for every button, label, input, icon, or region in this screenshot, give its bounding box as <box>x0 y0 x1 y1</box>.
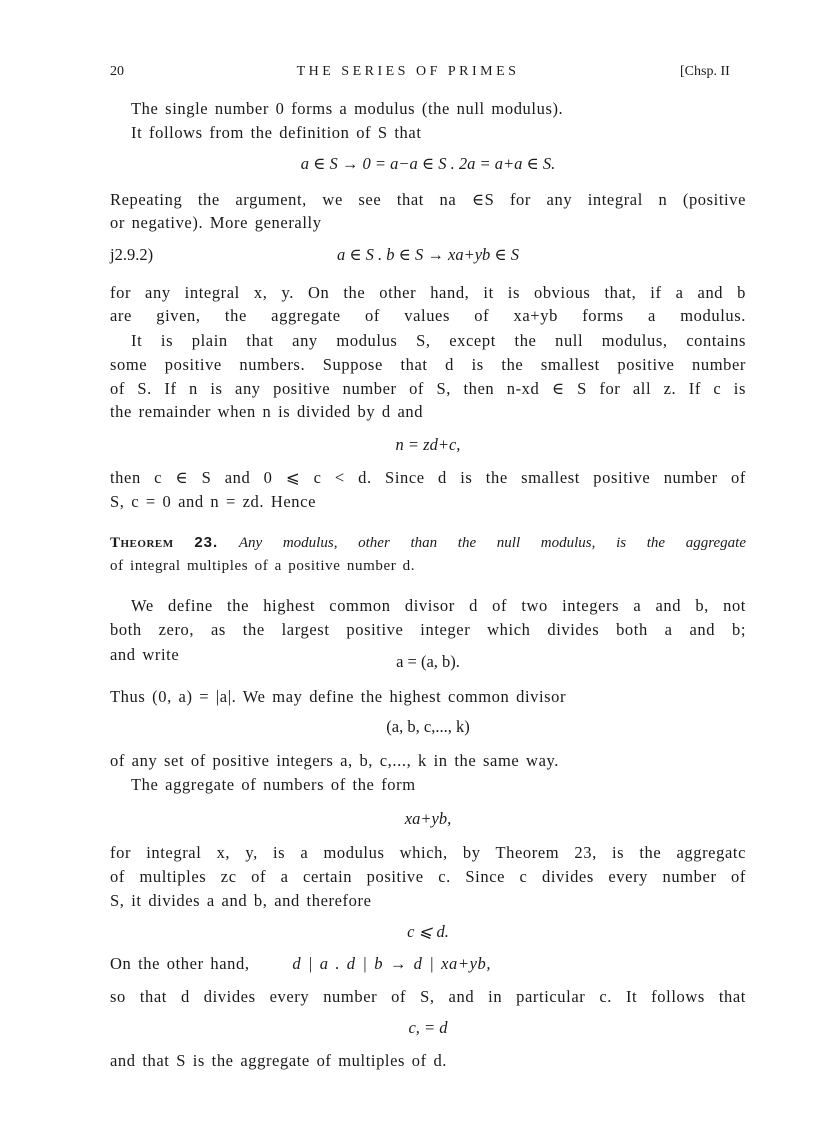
text-line: of multiples zc of a certain positive c. Since c divides every number of <box>110 867 746 886</box>
theorem-number: 23. <box>194 534 219 551</box>
text-line: for integral x, y, is a modulus which, by Theorem 23, is the aggregatc <box>110 843 746 862</box>
text-line: of S. If n is any positive number of S, then n-xd ∈ S for all z. If c is <box>110 379 746 398</box>
running-title: THE SERIES OF PRIMES <box>296 64 520 79</box>
text-line: some positive numbers. Suppose that d is the smallest positive number <box>110 355 746 374</box>
text-line: so that d divides every number of S, and in particular c. It follows that <box>110 987 746 1006</box>
equation: n = zd+c, <box>395 435 461 454</box>
text-line: for any integral x, y. On the other hand, it is obvious that, if a and b <box>110 283 746 302</box>
equation: a ∈ S . b ∈ S → xa+yb ∈ S <box>336 245 520 264</box>
text-line: the remainder when n is divided by d and <box>110 402 424 421</box>
text-line: both zero, as the largest positive integer which divides both a and b; <box>110 620 746 639</box>
equation: c ⩽ d. <box>407 922 449 941</box>
text-line: or negative). More generally <box>110 213 322 232</box>
theorem-text: Any modulus, other than the null modulus, is the aggregate <box>238 535 747 551</box>
text-line: The single number 0 forms a modulus (the null modulus). <box>131 99 564 118</box>
text-line: and write <box>110 645 180 664</box>
theorem-label: Theorem <box>110 535 174 551</box>
equation: (a, b, c,..., k) <box>386 717 470 736</box>
text-line: and that S is the aggregate of multiples of d. <box>110 1051 448 1070</box>
equation: a ∈ S → 0 = a−a ∈ S . 2a = a+a ∈ S. <box>300 154 556 173</box>
text-line: then c ∈ S and 0 ⩽ c < d. Since d is the smallest positive number of <box>110 468 746 487</box>
text-line <box>110 953 746 975</box>
chapter-label: [Chsp. II <box>680 64 730 79</box>
equation: c, = d <box>408 1018 448 1037</box>
equation: a = (a, b). <box>396 652 460 671</box>
text-line: Repeating the argument, we see that na ∈S for any integral n (positive <box>110 190 746 209</box>
text-line: It is plain that any modulus S, except the null modulus, contains <box>131 331 746 350</box>
text-line: are given, the aggregate of values of xa+yb forms a modulus. <box>110 306 746 325</box>
theorem-text: of integral multiples of a positive number d. <box>110 558 416 574</box>
text-line: S, c = 0 and n = zd. Hence <box>110 492 316 511</box>
theorem-line <box>110 532 746 554</box>
text-line: S, it divides a and b, and therefore <box>110 891 372 910</box>
equation: xa+yb, <box>404 809 452 828</box>
text-line: It follows from the definition of S that <box>131 123 422 142</box>
text-line: We define the highest common divisor d of two integers a and b, not <box>131 596 746 615</box>
equation-label: j2.9.2) <box>110 245 154 264</box>
text-fragment: On the other hand, <box>110 954 250 973</box>
text-line: The aggregate of numbers of the form <box>131 775 416 794</box>
text-line: Thus (0, a) = |a|. We may define the highest common divisor <box>110 687 567 706</box>
equation: d | a . d | b → d | xa+yb, <box>292 954 492 973</box>
page-number: 20 <box>110 64 124 79</box>
text-line: of any set of positive integers a, b, c,..., k in the same way. <box>110 751 560 770</box>
